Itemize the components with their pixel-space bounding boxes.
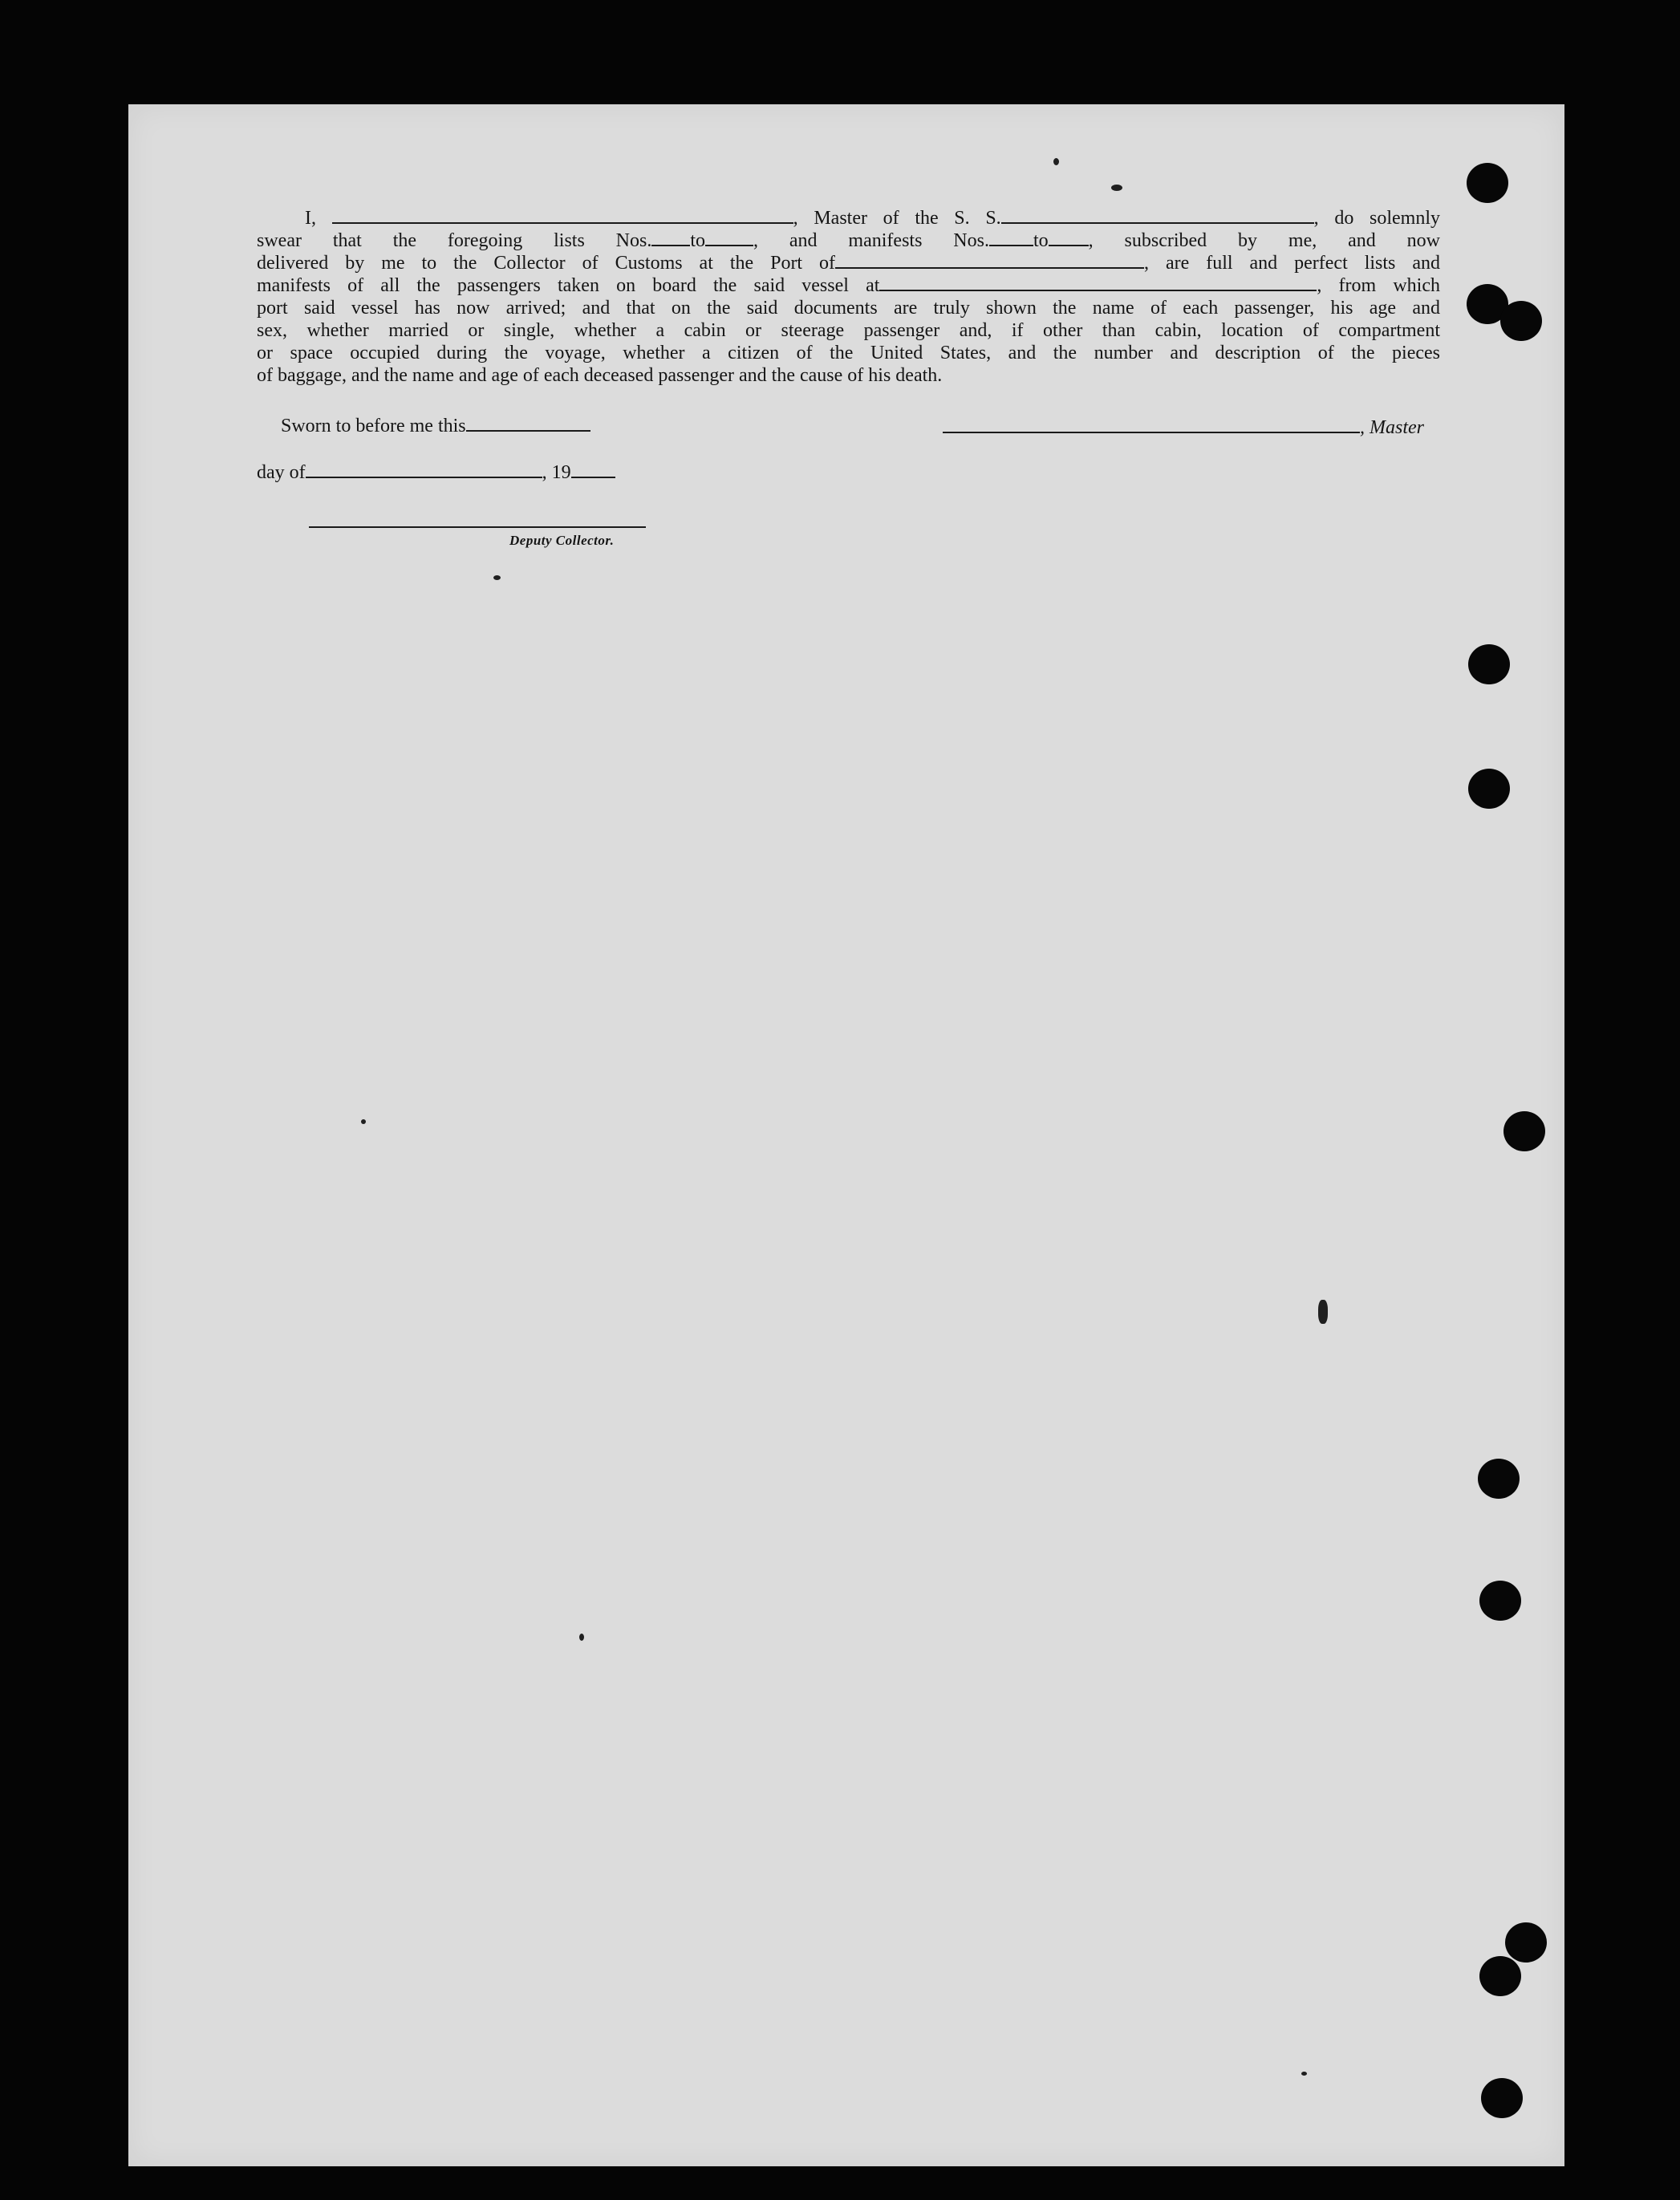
document-page: [128, 104, 1564, 2166]
date-row: [257, 462, 615, 484]
oath-text: , and manifests Nos.: [753, 230, 989, 251]
oath-text: of baggage, and the name and age of each deceased passenger and the cause of his death.: [257, 365, 943, 386]
master-signature-row: [943, 417, 1424, 439]
deputy-collector-label: Deputy Collector.: [509, 533, 615, 548]
punch-hole: [1481, 2078, 1523, 2118]
deputy-signature-line[interactable]: [309, 526, 646, 528]
month-field[interactable]: [306, 464, 542, 478]
oath-text: swear that the foregoing lists Nos.: [257, 230, 652, 251]
oath-text: , are full and perfect lists and: [1144, 253, 1440, 274]
punch-hole: [1478, 1459, 1520, 1499]
ink-speck: [1053, 158, 1059, 165]
lists-to-field[interactable]: [705, 232, 753, 246]
oath-text: delivered by me to the Collector of Customs at the Port of: [257, 253, 836, 274]
oath-line-6: [257, 319, 1440, 342]
day-label: day of: [257, 462, 306, 483]
ink-speck: [361, 1119, 366, 1124]
manifests-from-field[interactable]: [989, 232, 1033, 246]
sworn-day-field[interactable]: [466, 417, 590, 432]
oath-text: port said vessel has now arrived; and that on the said documents are truly shown the name of each passenger, his age and: [257, 298, 1440, 319]
punch-hole: [1468, 644, 1510, 684]
oath-paragraph: [257, 207, 1440, 387]
manifests-to-field[interactable]: [1049, 232, 1089, 246]
punch-hole: [1505, 1922, 1547, 1963]
oath-line-4: [257, 274, 1440, 297]
oath-line-2: [257, 229, 1440, 252]
ink-speck: [493, 575, 501, 580]
punch-hole: [1468, 769, 1510, 809]
oath-line-7: [257, 342, 1440, 364]
oath-text: to: [1033, 230, 1049, 251]
oath-text: to: [690, 230, 706, 251]
oath-text: , from which: [1317, 275, 1440, 296]
oath-line-5: [257, 297, 1440, 319]
ship-name-field[interactable]: [1001, 209, 1314, 224]
sworn-row: [281, 416, 590, 437]
oath-line-8: [257, 364, 1440, 387]
ink-speck: [579, 1634, 584, 1641]
year-label: , 19: [542, 462, 571, 483]
oath-text: , do solemnly: [1313, 208, 1441, 229]
punch-hole: [1500, 301, 1542, 341]
punch-hole: [1503, 1111, 1545, 1151]
sworn-label: Sworn to before me this: [281, 416, 466, 436]
oath-text: , Master of the S. S.: [793, 208, 1001, 229]
oath-line-1: [257, 207, 1440, 229]
oath-line-3: [257, 252, 1440, 274]
master-label: , Master: [1360, 417, 1424, 438]
oath-text: or space occupied during the voyage, whether a citizen of the United States, and the number and description of the pieces: [257, 343, 1440, 363]
punch-hole: [1479, 1581, 1521, 1621]
punch-hole: [1479, 1956, 1521, 1996]
punch-hole: [1467, 163, 1508, 203]
lists-from-field[interactable]: [651, 232, 690, 246]
oath-text: sex, whether married or single, whether a cabin or steerage passenger and, if other than cabin, location of compartment: [257, 320, 1440, 341]
master-name-field[interactable]: [332, 209, 793, 224]
port-field[interactable]: [835, 254, 1144, 269]
ink-speck: [1301, 2072, 1307, 2076]
oath-text: , subscribed by me, and now: [1088, 230, 1440, 251]
ink-speck: [1318, 1300, 1328, 1324]
ink-speck: [1111, 185, 1122, 191]
oath-text: manifests of all the passengers taken on board the said vessel at: [257, 275, 880, 296]
departure-port-field[interactable]: [879, 277, 1317, 291]
master-signature-field[interactable]: [943, 419, 1360, 433]
oath-text: I,: [305, 208, 316, 229]
year-field[interactable]: [571, 464, 615, 478]
